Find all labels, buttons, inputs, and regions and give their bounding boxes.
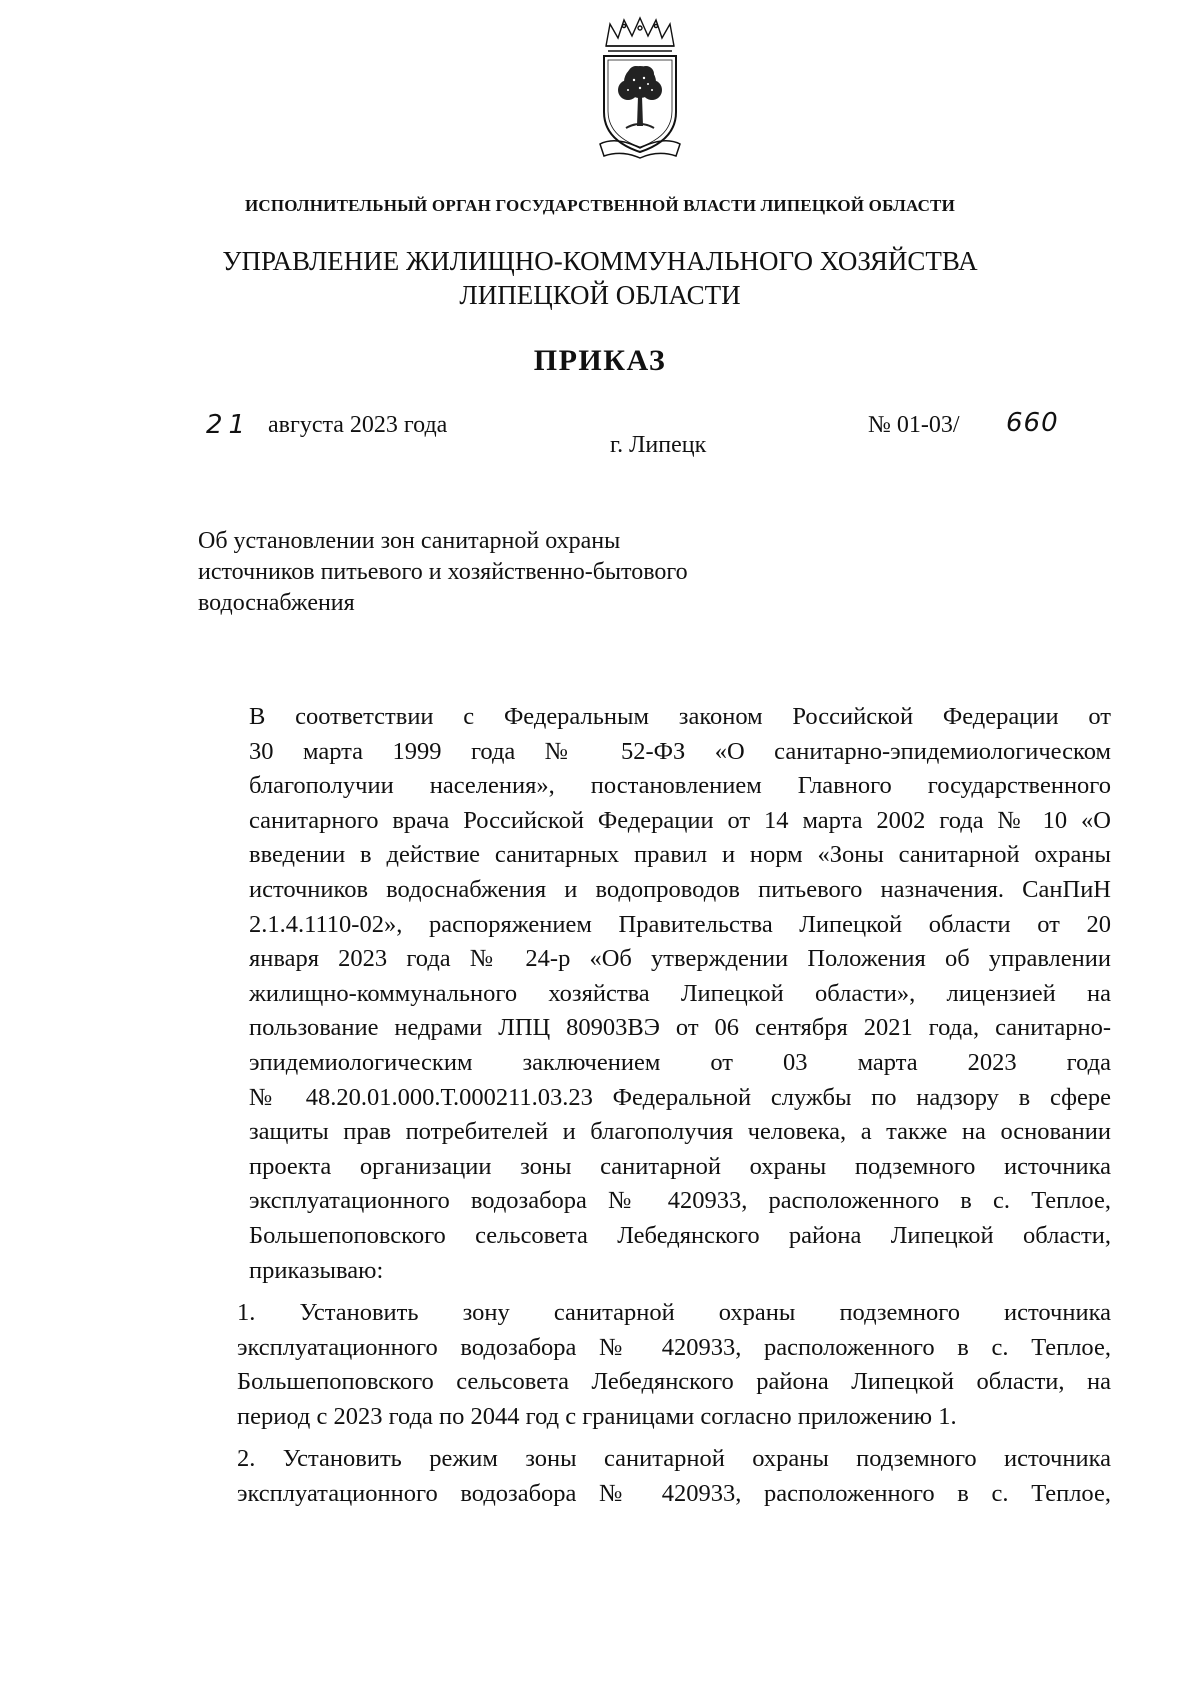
text-line: В соответствии с Федеральным законом Российской Федерации от [249, 703, 1111, 730]
text-line: эксплуатационного водозабора № 420933, расположенного в с. Теплое, [249, 1187, 1111, 1215]
text-line: 2. Установить режим зоны санитарной охраны подземного источника [237, 1445, 1111, 1473]
handwritten-day: 21 [206, 410, 252, 440]
text-line: благополучии населения», постановлением Главного государственного [249, 772, 1111, 800]
order-item-2 [187, 1442, 1111, 1511]
text-line: санитарного врача Российской Федерации от 14 марта 2002 года № 10 «О [249, 806, 1111, 834]
handwritten-order-number: 660 [1006, 408, 1059, 438]
subject-line-3: водоснабжения [198, 590, 355, 616]
city: г. Липецк [610, 432, 707, 458]
order-item-1 [187, 1296, 1111, 1434]
text-line: эксплуатационного водозабора № 420933, расположенного в с. Теплое, [237, 1333, 1111, 1361]
text-line: 2.1.4.1110-02», распоряжением Правительства Липецкой области от 20 [249, 910, 1111, 938]
text-line: 30 марта 1999 года № 52-ФЗ «О санитарно-эпидемиологическом [249, 737, 1111, 765]
date-month-year: августа 2023 года [268, 412, 448, 438]
text-line: приказываю: [249, 1256, 384, 1284]
text-line: № 48.20.01.000.Т.000211.03.23 Федеральной службы по надзору в сфере [249, 1083, 1111, 1111]
order-body [187, 700, 1111, 1512]
authority-name: ИСПОЛНИТЕЛЬНЫЙ ОРГАН ГОСУДАРСТВЕННОЙ ВЛАСТИ ЛИПЕЦКОЙ ОБЛАСТИ [244, 196, 956, 215]
department-line-2: ЛИПЕЦКОЙ ОБЛАСТИ [459, 280, 741, 310]
text-line: эксплуатационного водозабора № 420933, расположенного в с. Теплое, [237, 1480, 1111, 1508]
text-line: защиты прав потребителей и благополучия человека, а также на основании [249, 1118, 1111, 1146]
text-line: Большепоповского сельсовета Лебедянского района Липецкой области, на [237, 1368, 1111, 1396]
department-line-1: УПРАВЛЕНИЕ ЖИЛИЩНО-КОММУНАЛЬНОГО ХОЗЯЙСТВА [222, 246, 978, 276]
order-number-prefix: № 01-03/ [868, 412, 960, 438]
text-line: проекта организации зоны санитарной охраны подземного источника [249, 1152, 1111, 1180]
text-line: источников водоснабжения и водопроводов питьевого назначения. СанПиН [249, 875, 1111, 903]
text-line: введении в действие санитарных правил и норм «Зоны санитарной охраны [249, 841, 1111, 869]
text-line: пользование недрами ЛПЦ 80903ВЭ от 06 сентября 2021 года, санитарно- [249, 1014, 1111, 1042]
text-line: января 2023 года № 24-р «Об утверждении Положения об управлении [249, 945, 1111, 973]
text-line: жилищно-коммунального хозяйства Липецкой области», лицензией на [249, 979, 1111, 1007]
subject-line-2: источников питьевого и хозяйственно-бытового [198, 559, 688, 585]
text-line: 1. Установить зону санитарной охраны подземного источника [237, 1299, 1111, 1327]
department-name [0, 244, 1200, 312]
document-type: ПРИКАЗ [533, 344, 667, 377]
text-line: эпидемиологическим заключением от 03 марта 2023 года [249, 1048, 1111, 1076]
order-subject [198, 526, 818, 619]
coat-of-arms-icon [596, 16, 684, 164]
text-line: период с 2023 года по 2044 год с границами согласно приложению 1. [237, 1402, 957, 1430]
text-line: Большепоповского сельсовета Лебедянского района Липецкой области, [249, 1221, 1111, 1249]
subject-line-1: Об установлении зон санитарной охраны [198, 528, 621, 554]
preamble-paragraph [187, 700, 1111, 1288]
